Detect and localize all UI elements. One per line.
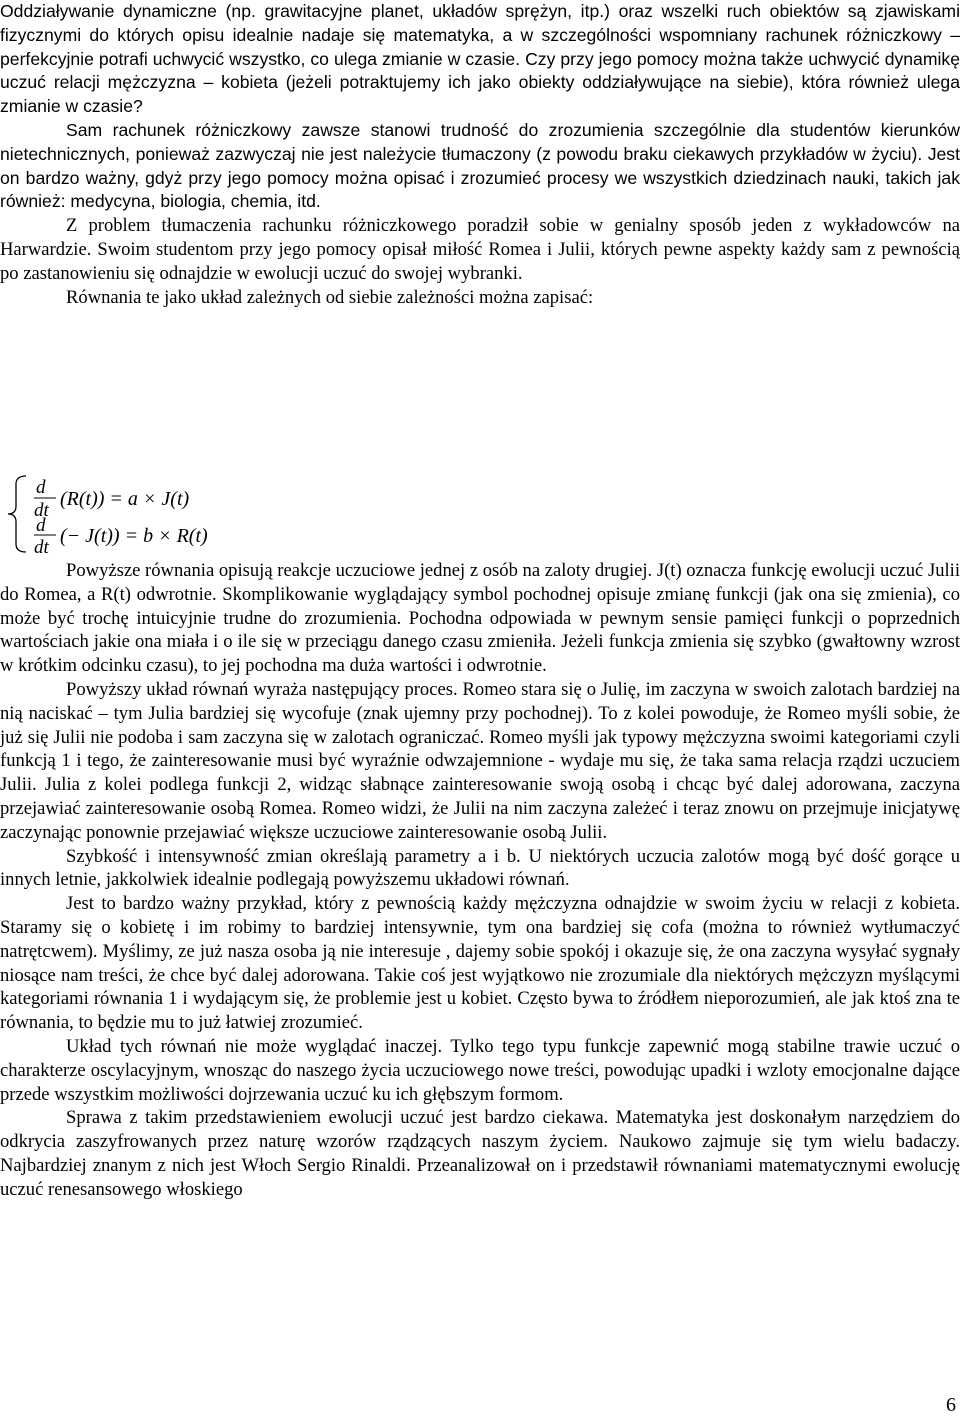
paragraph-process: Powyższy układ równań wyraża następujący proces. Romeo stara się o Julię, im zaczyna w swoich zalotach bardziej na nią naciskać – tym Julia bardziej się wycofuje (znak ujemny przy pochodnej). To z kolei powoduje, że Romeo myśli sobie, że już się Julii nie podoba i sam zaczyna się w zalotach ograniczać. Romeo myśli jak typowy mężczyzna swoimi kategoriami czyli funkcją 1 i tego, że zainteresowanie musi być wyraźnie odwzajemnione - wydaje mu się, że taka sama relacja rządzi uczuciem Julii. Julia z kolei podlega funkcji 2, widząc słabnące zainteresowanie swoją osobą i chcąc być dalej adorowana, zaczyna przejawiać zainteresowanie osobą Romea. Romeo widzi, że Julii na nim zaczyna zależeć i teraz znowu on przejmuje inicjatywę zaczynając ponownie przejawiać większe uczuciowe zainteresowanie osobą Julii.: [0, 678, 960, 843]
text-block-top: [0, 0, 960, 309]
paragraph-intro: Oddziaływanie dynamiczne (np. grawitacyjne planet, układów sprężyn, itp.) oraz wszelki ruch obiektów są zjawiskami fizycznymi do których opisu idealnie nadaje się matematyka, a w szczególności wspomniany rachunek różniczkowy – perfekcyjnie potrafi uchwycić wszystko, co ulega zmianie w czasie. Czy przy jego pomocy można także uchwycić dynamikę uczuć relacji mężczyzna – kobieta (jeżeli potraktujemy ich jako obiekty oddziaływujące na siebie), która również ulega zmianie w czasie?: [0, 1, 960, 117]
paragraph-rinaldi: Sprawa z takim przedstawieniem ewolucji uczuć jest bardzo ciekawa. Matematyka jest doskonałym narzędziem do odkrycia zaszyfrowanych przez naturę wzorów rządzących naszym życiem. Naukowo zajmuje się tym wielu badaczy. Najbardziej znanym z nich jest Włoch Sergio Rinaldi. Przeanalizował on i przedstawił równaniami matematycznymi ewolucję uczuć renesansowego włoskiego: [0, 1107, 960, 1200]
page-number: 6: [946, 1394, 956, 1416]
curly-brace: [8, 476, 26, 552]
paragraph-parameters: Szybkość i intensywność zmian określają parametry a i b. U niektórych uczucia zalotów mogą być dość gorące u innych letnie, jakkolwiek idealnie podlegają powyższemu układowi równań.: [0, 845, 960, 891]
eq1-expression: (R(t)) = a × J(t): [60, 488, 190, 510]
eq2-expression: (− J(t)) = b × R(t): [60, 525, 208, 547]
eq1-dt: dt: [34, 500, 49, 521]
paragraph-equation-explanation: Powyższe równania opisują reakcje uczuciowe jednej z osób na zaloty drugiej. J(t) oznacza funkcję ewolucji uczuć Julii do Romea, a R(t) odwrotnie. Skomplikowanie wyglądający symbol pochodnej opisuje zmianę funkcji (jak ona się zmienia), co może być trochę intuicyjnie trudne do zrozumienia. Pochodna odpowiada w pewnym sensie pamięci funkcji o poprzednich wartościach jakie ona miała i o ile się w przeciągu danego czasu zmieniła. Jeżeli funkcja zmienia się szybko (gwałtowny wzrost w krótkim odcinku czasu), to jej pochodna ma duża wartości i odwrotnie.: [0, 560, 960, 677]
eq2-d: d: [36, 515, 46, 536]
paragraph-harvard: Z problem tłumaczenia rachunku różniczkowego poradził sobie w genialny sposób jeden z wykładowców na Harwardzie. Swoim studentom przy jego pomocy opisał miłość Romea i Julii, których pewne aspekty każdy sam z pewnością po zastanowieniu się odnajdzie w ewolucji uczuć do swojej wybranki.: [0, 215, 960, 284]
paragraph-oscillation: Układ tych równań nie może wyglądać inaczej. Tylko tego typu funkcje zapewnić mogą stabilne trawie uczuć o charakterze oscylacyjnym, wnosząc do naszego życia uczuciowego nowe treści, powodując upadki i wzloty emocjonalne dające przede wszystkim możliwości dojrzewania uczuć ku ich głębszym formom.: [0, 1035, 960, 1105]
text-block-bottom: [0, 559, 960, 1202]
paragraph-equations-intro: Równania te jako układ zależnych od siebie zależności można zapisać:: [66, 286, 594, 308]
paragraph-calculus: Sam rachunek różniczkowy zawsze stanowi trudność do zrozumienia szczególnie dla studentów kierunków nietechnicznych, ponieważ zazwyczaj nie jest należycie tłumaczony (z powodu braku ciekawych przykładów w życiu). Jest on bardzo ważny, gdyż przy jego pomocy można opisać i zrozumieć procesy we wszystkich dziedzinach nauki, takich jak również: medycyna, biologia, chemia, itd.: [0, 119, 960, 212]
equation-system-graphic: [0, 474, 960, 554]
equation-system: [0, 474, 960, 554]
eq1-d: d: [36, 477, 46, 498]
paragraph-example: Jest to bardzo ważny przykład, który z pewnością każdy mężczyzna odnajdzie w swoim życiu w relacji z kobieta. Staramy się o kobietę i im robimy to bardziej intensywnie, tym ona bardziej się cofa (można to również wytłumaczyć natrętcwem). Myślimy, ze już nasza osoba ją nie interesuje , dajemy sobie spokój i okazuje się, że ona zaczyna wysyłać sygnały niosące nam treści, że chce być dalej adorowana. Takie coś jest wyjątkowo nie zrozumiale dla niektórych mężczyzn myślącymi kategoriami równania 1 i wydającym się, że problemie jest u kobiet. Często bywa to źródłem nieporozumień, ale jak ktoś zna te równania, to będzie mu to już łatwiej zrozumieć.: [0, 893, 960, 1034]
eq2-dt: dt: [34, 537, 49, 554]
